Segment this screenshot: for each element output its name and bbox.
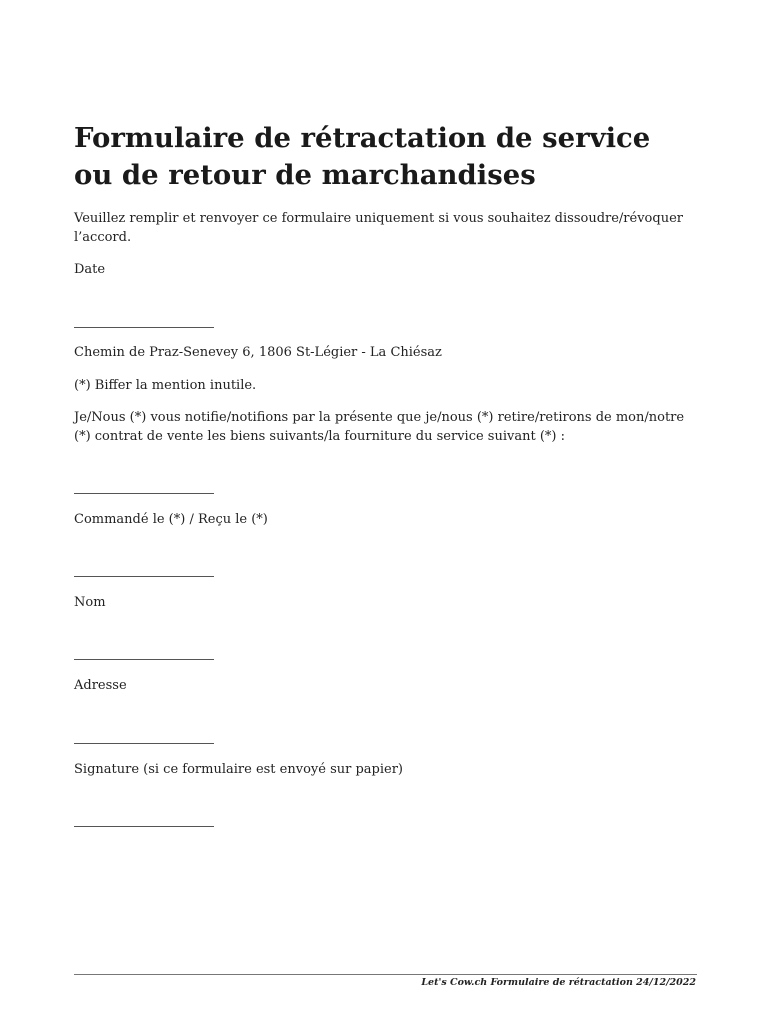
notification-text: Je/Nous (*) vous notifie/notifions par la présente que je/nous (*) retire/retirons de mon/notre (*) contrat de vente les biens suivants/la fourniture du service suivant (*) : (74, 410, 685, 444)
name-label: Nom (74, 595, 106, 610)
footer-text: Let's Cow.ch Formulaire de rétractation 24/12/2022 (421, 977, 696, 988)
signature-label: Signature (si ce formulaire est envoyé sur papier) (74, 762, 403, 777)
name-blank-line (74, 659, 214, 660)
address-line: Chemin de Praz-Senevey 6, 1806 St-Légier - La Chiésaz (74, 345, 442, 360)
adresse-blank-line (74, 743, 214, 744)
goods-blank-line (74, 493, 214, 494)
date-blank-line (74, 327, 214, 328)
ordered-blank-line (74, 576, 214, 577)
ordered-label: Commandé le (*) / Reçu le (*) (74, 512, 268, 527)
adresse-label: Adresse (74, 678, 127, 693)
footer-rule (74, 974, 697, 975)
strike-note: (*) Biffer la mention inutile. (74, 378, 257, 393)
page-title: Formulaire de rétractation de service ou de retour de marchandises (74, 122, 651, 191)
date-label: Date (74, 262, 106, 277)
intro-text: Veuillez remplir et renvoyer ce formulaire uniquement si vous souhaitez dissoudre/révoquer l’accord. (74, 211, 683, 245)
signature-blank-line (74, 826, 214, 827)
